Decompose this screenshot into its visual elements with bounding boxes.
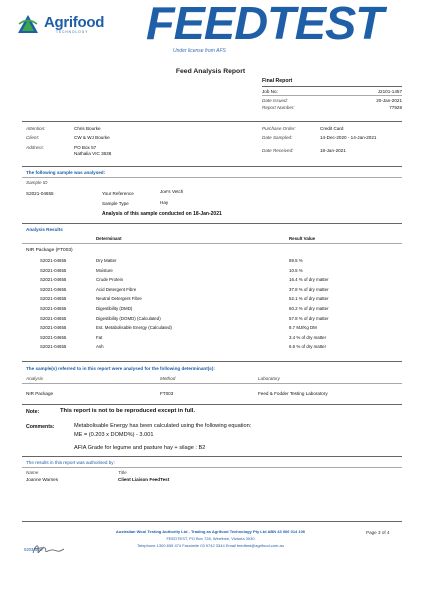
result-determinant: Ash	[96, 344, 104, 350]
method-col-header: Method	[160, 376, 176, 381]
sample-id-value: S2021-04655	[26, 191, 54, 196]
result-value: 3.4 % of dry matter	[289, 334, 327, 340]
report-title: Feed Analysis Report	[175, 68, 246, 75]
your-reference-value: Joe's Vetch	[160, 189, 184, 194]
your-reference-label: Your Reference	[102, 191, 134, 196]
result-value: 10.5 %	[289, 267, 303, 273]
method-analysis-value: NIR Package	[26, 391, 54, 396]
comments-label: Comments:	[26, 424, 55, 430]
purchase-order-label: Purchase Order:	[262, 126, 296, 131]
analysis-col-header: Analysis	[26, 376, 44, 381]
feedtest-brand: FEEDTEST	[146, 0, 383, 49]
client-value: CW & WJ Bourke	[74, 135, 110, 140]
result-sample-id: S2021-04655	[40, 286, 67, 292]
result-determinant: Acid Detergent Fibre	[96, 286, 137, 292]
note-label: Note:	[26, 409, 40, 415]
result-sample-id: S2021-04655	[40, 315, 67, 321]
agrifood-logo-sub: TECHNOLOGY	[56, 30, 89, 34]
sample-type-label: Sample Type	[102, 201, 129, 206]
result-value: 60.2 % of dry matter	[289, 306, 329, 311]
name-label: Name	[26, 470, 39, 475]
sample-analysed-title: The following sample was analysed:	[26, 170, 106, 175]
result-determinant: Digestibility (DMD)	[96, 306, 133, 311]
result-sample-id: S2021-04655	[40, 277, 67, 283]
comments-line-3: AFIA Grade for legume and pasture hay + silage : B2	[74, 445, 206, 451]
analysis-results-title: Analysis Results	[26, 227, 63, 232]
attention-value: Chris Bourke	[74, 126, 101, 131]
result-value: 89.5 %	[289, 258, 303, 263]
result-value: 57.8 % of dry matter	[289, 315, 329, 321]
address-line-2: Nathalia VIC 3638	[74, 151, 112, 156]
attention-label: Attention:	[26, 126, 46, 131]
job-no-value: J2101-1457	[377, 89, 402, 94]
result-determinant: Crude Protein	[96, 277, 124, 283]
result-determinant: Fat	[96, 334, 103, 340]
result-determinant: Dry Matter	[96, 258, 117, 263]
final-report-label: Final Report	[262, 78, 293, 84]
comments-line-1: Metabolisable Energy has been calculated using the following equation:	[74, 423, 252, 429]
result-sample-id: S2021-04655	[40, 296, 67, 302]
determinant-header: Determinant	[96, 236, 122, 241]
date-issued-label: Date Issued:	[262, 98, 288, 103]
result-determinant: Moisture	[96, 267, 113, 273]
client-label: Client:	[26, 135, 40, 140]
result-value: 16.4 % of dry matter	[289, 277, 329, 283]
result-value: 8.7 MJ/Kg DM	[289, 325, 317, 331]
agrifood-logo-icon	[16, 13, 40, 37]
page-number: Page 3 of 4	[366, 530, 390, 535]
methods-title: The sample(s) referred to in this report were analysed for the following determinant(s):	[26, 366, 215, 371]
result-sample-id: S2021-04655	[40, 344, 67, 350]
result-determinant: Digestibility (DOMD) (Calculated)	[96, 315, 161, 321]
agrifood-logo-text: Agrifood	[44, 14, 105, 31]
footer-address: FEEDTEST, PO Box 728, Werribee, Victoria 3030	[166, 536, 255, 541]
feedtest-license: Under license from AFS	[173, 48, 226, 54]
date-received-label: Date Received:	[262, 148, 294, 153]
result-value-header: Result Value	[289, 236, 316, 241]
report-number-label: Report Number:	[262, 105, 295, 110]
report-number-value: 77928	[389, 105, 402, 110]
purchase-order-value: Credit Card	[320, 126, 344, 131]
job-no-label: Job No:	[262, 89, 278, 94]
date-received-value: 18-Jan-2021	[320, 148, 346, 153]
method-value: FT003	[160, 391, 174, 396]
authoriser-title: Client Liaison FeedTest	[118, 477, 170, 482]
date-sampled-label: Date Sampled:	[262, 135, 293, 140]
result-sample-id: S2021-04655	[40, 267, 67, 273]
date-issued-value: 20-Jan-2021	[376, 98, 402, 103]
authorised-title: The results in this report was authorised by:	[26, 460, 115, 465]
analysis-date-line: Analysis of this sample conducted on 18-Jan-2021	[102, 211, 222, 217]
result-sample-id: S2021-04655	[40, 258, 67, 263]
laboratory-value: Feed & Fodder Testing Laboratory	[258, 391, 328, 396]
footer-company: Australian Wool Testing Authority Ltd - Trading as Agrifood Technology Pty Ltd ABN 43 006 014 106	[115, 529, 306, 534]
result-determinant: Est. Metabolisable Energy (Calculated)	[96, 325, 172, 331]
result-value: 52.1 % of dry matter	[289, 296, 329, 302]
result-value: 37.8 % of dry matter	[289, 286, 329, 292]
address-line-1: PO Box 57	[74, 145, 97, 150]
nir-package-label: NIR Package (FT003)	[26, 248, 73, 253]
footer-contact: Telephone 1300 655 474 Facsimile 03 9742 3344 Email feedtest@agrifood.com.au	[137, 543, 284, 548]
result-sample-id: S2021-04655	[40, 334, 67, 340]
sample-type-value: Hay	[160, 200, 169, 205]
sample-id-label: Sample ID	[26, 180, 48, 185]
result-sample-id: S2021-04655	[40, 306, 67, 311]
note-text: This report is not to be reproduced except in full.	[60, 408, 195, 414]
form-code: 0203/8/09	[24, 547, 43, 552]
authoriser-name: Joanne Warnes	[26, 477, 59, 482]
title-label: Title	[118, 470, 127, 475]
laboratory-col-header: Laboratory	[258, 376, 280, 381]
result-sample-id: S2021-04655	[40, 325, 67, 331]
address-label: Address:	[26, 145, 45, 150]
result-determinant: Neutral Detergent Fibre	[96, 296, 142, 302]
result-value: 6.5 % of dry matter	[289, 344, 327, 350]
comments-line-2: ME = (0.203 x DOMD%) - 3.001	[74, 432, 154, 438]
date-sampled-value: 14-Dec-2020 - 14-Jan-2021	[320, 135, 377, 140]
